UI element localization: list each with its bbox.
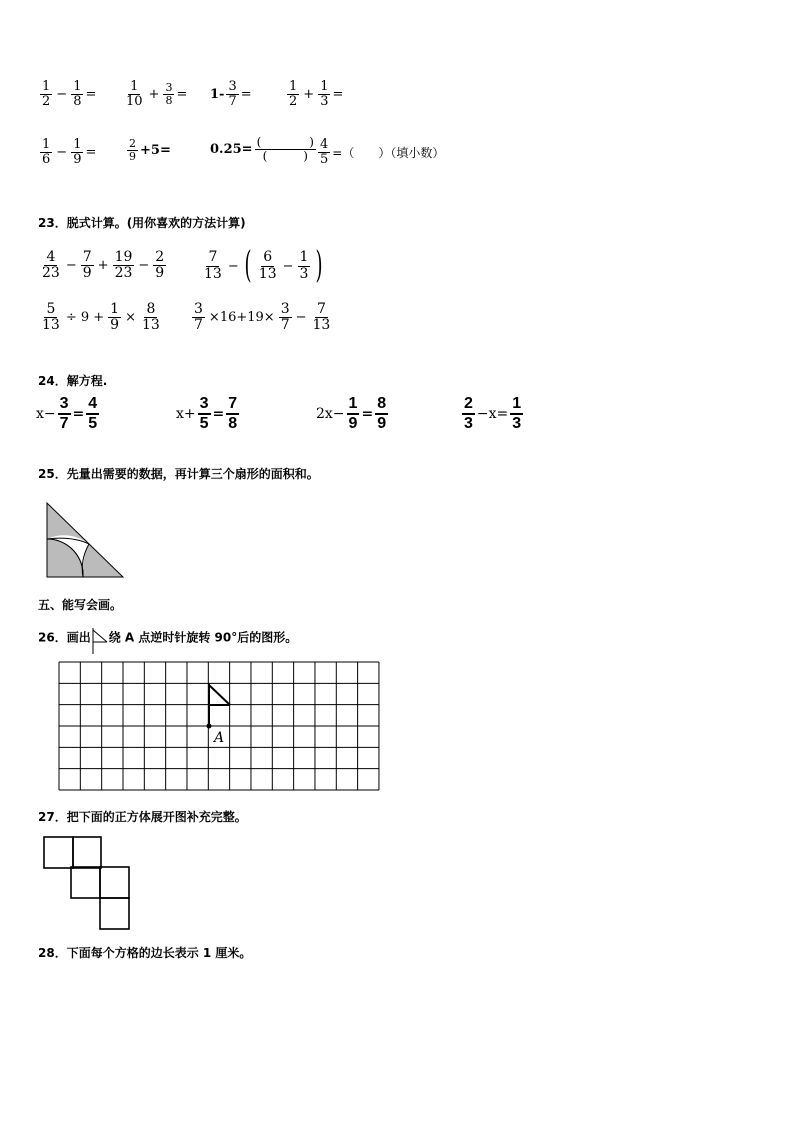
point-a-label: A [214,730,225,746]
rotation-grid [58,660,382,792]
q23-e4: $\frac{3}{7}$ ×16+19× $\frac{3}{7}$ − $\frac{7}{13}$ [194,301,331,334]
calc-r2-e4: $\frac{4}{5}$ =（ ）（填小数） [320,137,445,168]
q23-e2: $\frac{7}{13}$ − ( $\frac{6}{13}$ − $\frac{1}{3}$ ) [204,245,323,286]
cube-net-figure [40,834,132,932]
q23-e1: $\frac{4}{23}$ − $\frac{7}{9}$ + $\frac{19}{23}$ − $\frac{2}{9}$ [42,249,165,282]
grid-lines [59,662,379,790]
point-a-dot [207,724,212,729]
q23-e3: $\frac{5}{13}$ ÷ 9 + $\frac{1}{9}$ × $\frac{8}{13}$ [42,301,160,334]
calc-r2-e1: $\frac{1}{6}$ − $\frac{1}{9}$ = [42,137,97,168]
triangle-sectors-figure [44,500,128,580]
section5-title: 五、能写会画。 [38,598,123,612]
calc-r1-e3: 1- $\frac{3}{7}$ = [210,79,252,110]
q24-title: 24．解方程. [38,374,108,388]
calc-r2-e2: $\frac{2}{9}$ +5= [129,137,171,164]
calc-r2-e3: 0.25= $\frac{( )}{( )}$ [210,135,314,164]
q24-e1: x− $\frac{3}{7}$ = $\frac{4}{5}$ [36,395,98,432]
q24-e3: 2x− $\frac{1}{9}$ = $\frac{8}{9}$ [316,395,387,432]
q28-title: 28．下面每个方格的边长表示 1 厘米。 [38,946,252,960]
calc-r1-e2: $\frac{1}{10}$ + $\frac{3}{8}$ = [126,79,188,110]
flag-shape-icon [91,628,109,652]
q23-title: 23．脱式计算。(用你喜欢的方法计算) [38,216,246,230]
q26-title: 26．画出 绕 A 点逆时针旋转 90°后的图形。 [38,626,297,650]
q24-e4: $\frac{2}{3}$ −x= $\frac{1}{3}$ [464,395,522,432]
calc-r1-e4: $\frac{1}{2}$ + $\frac{1}{3}$ = [289,79,344,110]
calc-r1-e1: $\frac{1}{2}$ − $\frac{1}{8}$ = [42,79,97,110]
q27-title: 27．把下面的正方体展开图补充完整。 [38,810,247,824]
q24-e2: x+ $\frac{3}{5}$ = $\frac{7}{8}$ [176,395,238,432]
q25-title: 25．先量出需要的数据，再计算三个扇形的面积和。 [38,467,319,481]
